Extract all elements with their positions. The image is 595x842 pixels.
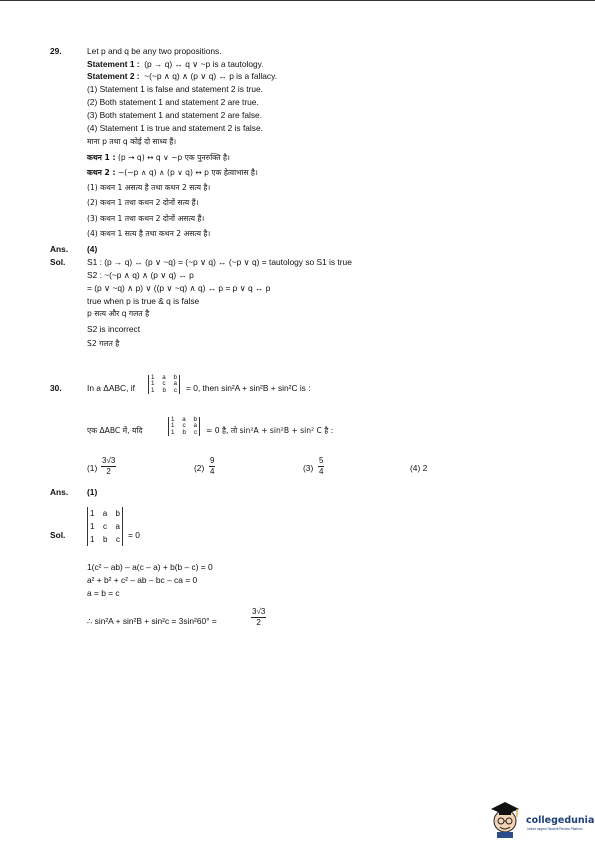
q30-option4: (4) 2 — [410, 463, 428, 473]
q29-solution-line: S2 गलत है — [87, 339, 120, 348]
q30-solution-det-equals: = 0 — [128, 530, 140, 540]
q29-answer-label: Ans. — [50, 244, 69, 254]
q30-solution-line: a = b = c — [87, 588, 120, 598]
logo-wordmark: collegedunia — [526, 815, 595, 826]
q30-answer-label: Ans. — [50, 487, 69, 497]
q29-option4-hi: (4) कथन 1 सत्य है तथा कथन 2 असत्य है। — [87, 229, 211, 238]
q30-option1-fraction: $\frac{3√3}{2}$ — [102, 456, 116, 476]
q30-determinant: 1 a b 1 c a 1 b c — [148, 375, 180, 394]
q29-option1-en: (1) Statement 1 is false and statement 2 is true. — [87, 84, 263, 94]
q30-solution-line: a² + b² + c² – ab – bc – ca = 0 — [87, 575, 198, 585]
top-rule — [0, 0, 595, 1]
q30-option2-fraction: $\frac{9}{4}$ — [210, 456, 215, 476]
q29-option3-hi: (3) कथन 1 तथा कथन 2 दोनों असत्य हैं। — [87, 214, 205, 223]
q29-solution-line: S1 : (p → q) ↔ (p ∨ ~q) = (~p ∨ q) ↔ (~p ∨ q) = tautology so S1 is true — [87, 257, 352, 267]
q30-option3-fraction: $\frac{5}{4}$ — [319, 456, 324, 476]
q30-number: 30. — [50, 383, 62, 393]
q30-text-hi-post: = 0 है, तो sin²A + sin²B + sin² C है : — [206, 426, 334, 435]
q29-statement1-hi: कथन 1 : (p → q) ↔ q ∨ ~p एक पुनरुक्ति है। — [87, 153, 230, 162]
q29-solution-line: true when p is true & q is false — [87, 296, 200, 306]
q29-option1-hi: (1) कथन 1 असत्य है तथा कथन 2 सत्य है। — [87, 183, 211, 192]
q30-text-en-pre: In a ΔABC, if — [87, 383, 135, 393]
q30-final-fraction: $\frac{3√3}{2}$ — [252, 607, 266, 627]
q29-option2-en: (2) Both statement 1 and statement 2 are true. — [87, 97, 259, 107]
q30-solution-determinant: 1 a b 1 c a 1 b c — [87, 507, 123, 546]
q29-option2-hi: (2) कथन 1 तथा कथन 2 दोनों सत्य हैं। — [87, 198, 199, 207]
q30-solution-label: Sol. — [50, 530, 66, 540]
q29-answer-value: (4) — [87, 244, 98, 254]
q29-solution-line: S2 is incorrect — [87, 324, 141, 334]
q29-option3-en: (3) Both statement 1 and statement 2 are false. — [87, 110, 263, 120]
q30-option1-label: (1) — [87, 463, 98, 473]
q29-option4-en: (4) Statement 1 is true and statement 2 is false. — [87, 123, 263, 133]
q29-intro-en: Let p and q be any two propositions. — [87, 46, 222, 56]
logo-tagline: India's largest Student Review Platform — [527, 827, 583, 831]
q29-solution-line: = (p ∨ ~q) ∧ p) ∨ ((p ∨ ~q) ∧ q) ↔ p = p ∨ q ↔ p — [87, 283, 271, 293]
q29-number: 29. — [50, 46, 62, 56]
q30-text-en-post: = 0, then sin²A + sin²B + sin²C is : — [186, 383, 311, 393]
q30-text-hi-pre: एक ΔABC में, यदि — [87, 426, 143, 435]
q30-option3-label: (3) — [303, 463, 314, 473]
graduate-mascot-icon — [487, 799, 527, 839]
q30-option2-label: (2) — [194, 463, 205, 473]
q29-solution-line: S2 : ~(~p ∧ q) ∧ (p ∨ q) ↔ p — [87, 270, 194, 280]
q30-answer-value: (1) — [87, 487, 98, 497]
q29-statement2-en: Statement 2 : ~(~p ∧ q) ∧ (p ∨ q) ↔ p is a fallacy. — [87, 71, 277, 81]
q29-intro-hi: माना p तथा q कोई दो साध्य हैं। — [87, 137, 177, 146]
q30-determinant-hi: 1 a b 1 c a 1 b c — [168, 417, 200, 436]
q29-statement2-hi: कथन 2 : ~(~p ∧ q) ∧ (p ∨ q) ↔ p एक हेत्वाभास है। — [87, 168, 258, 177]
q29-solution-label: Sol. — [50, 257, 66, 267]
q30-solution-line: 1(c² – ab) – a(c – a) + b(b – c) = 0 — [87, 562, 213, 572]
q30-final-expression: ∴ sin²A + sin²B + sin²c = 3sin²60° = — [87, 616, 217, 626]
q29-solution-line: p सत्य और q गलत है — [87, 309, 150, 318]
q29-statement1-en: Statement 1 : (p → q) ↔ q ∨ ~p is a tautology. — [87, 59, 264, 69]
